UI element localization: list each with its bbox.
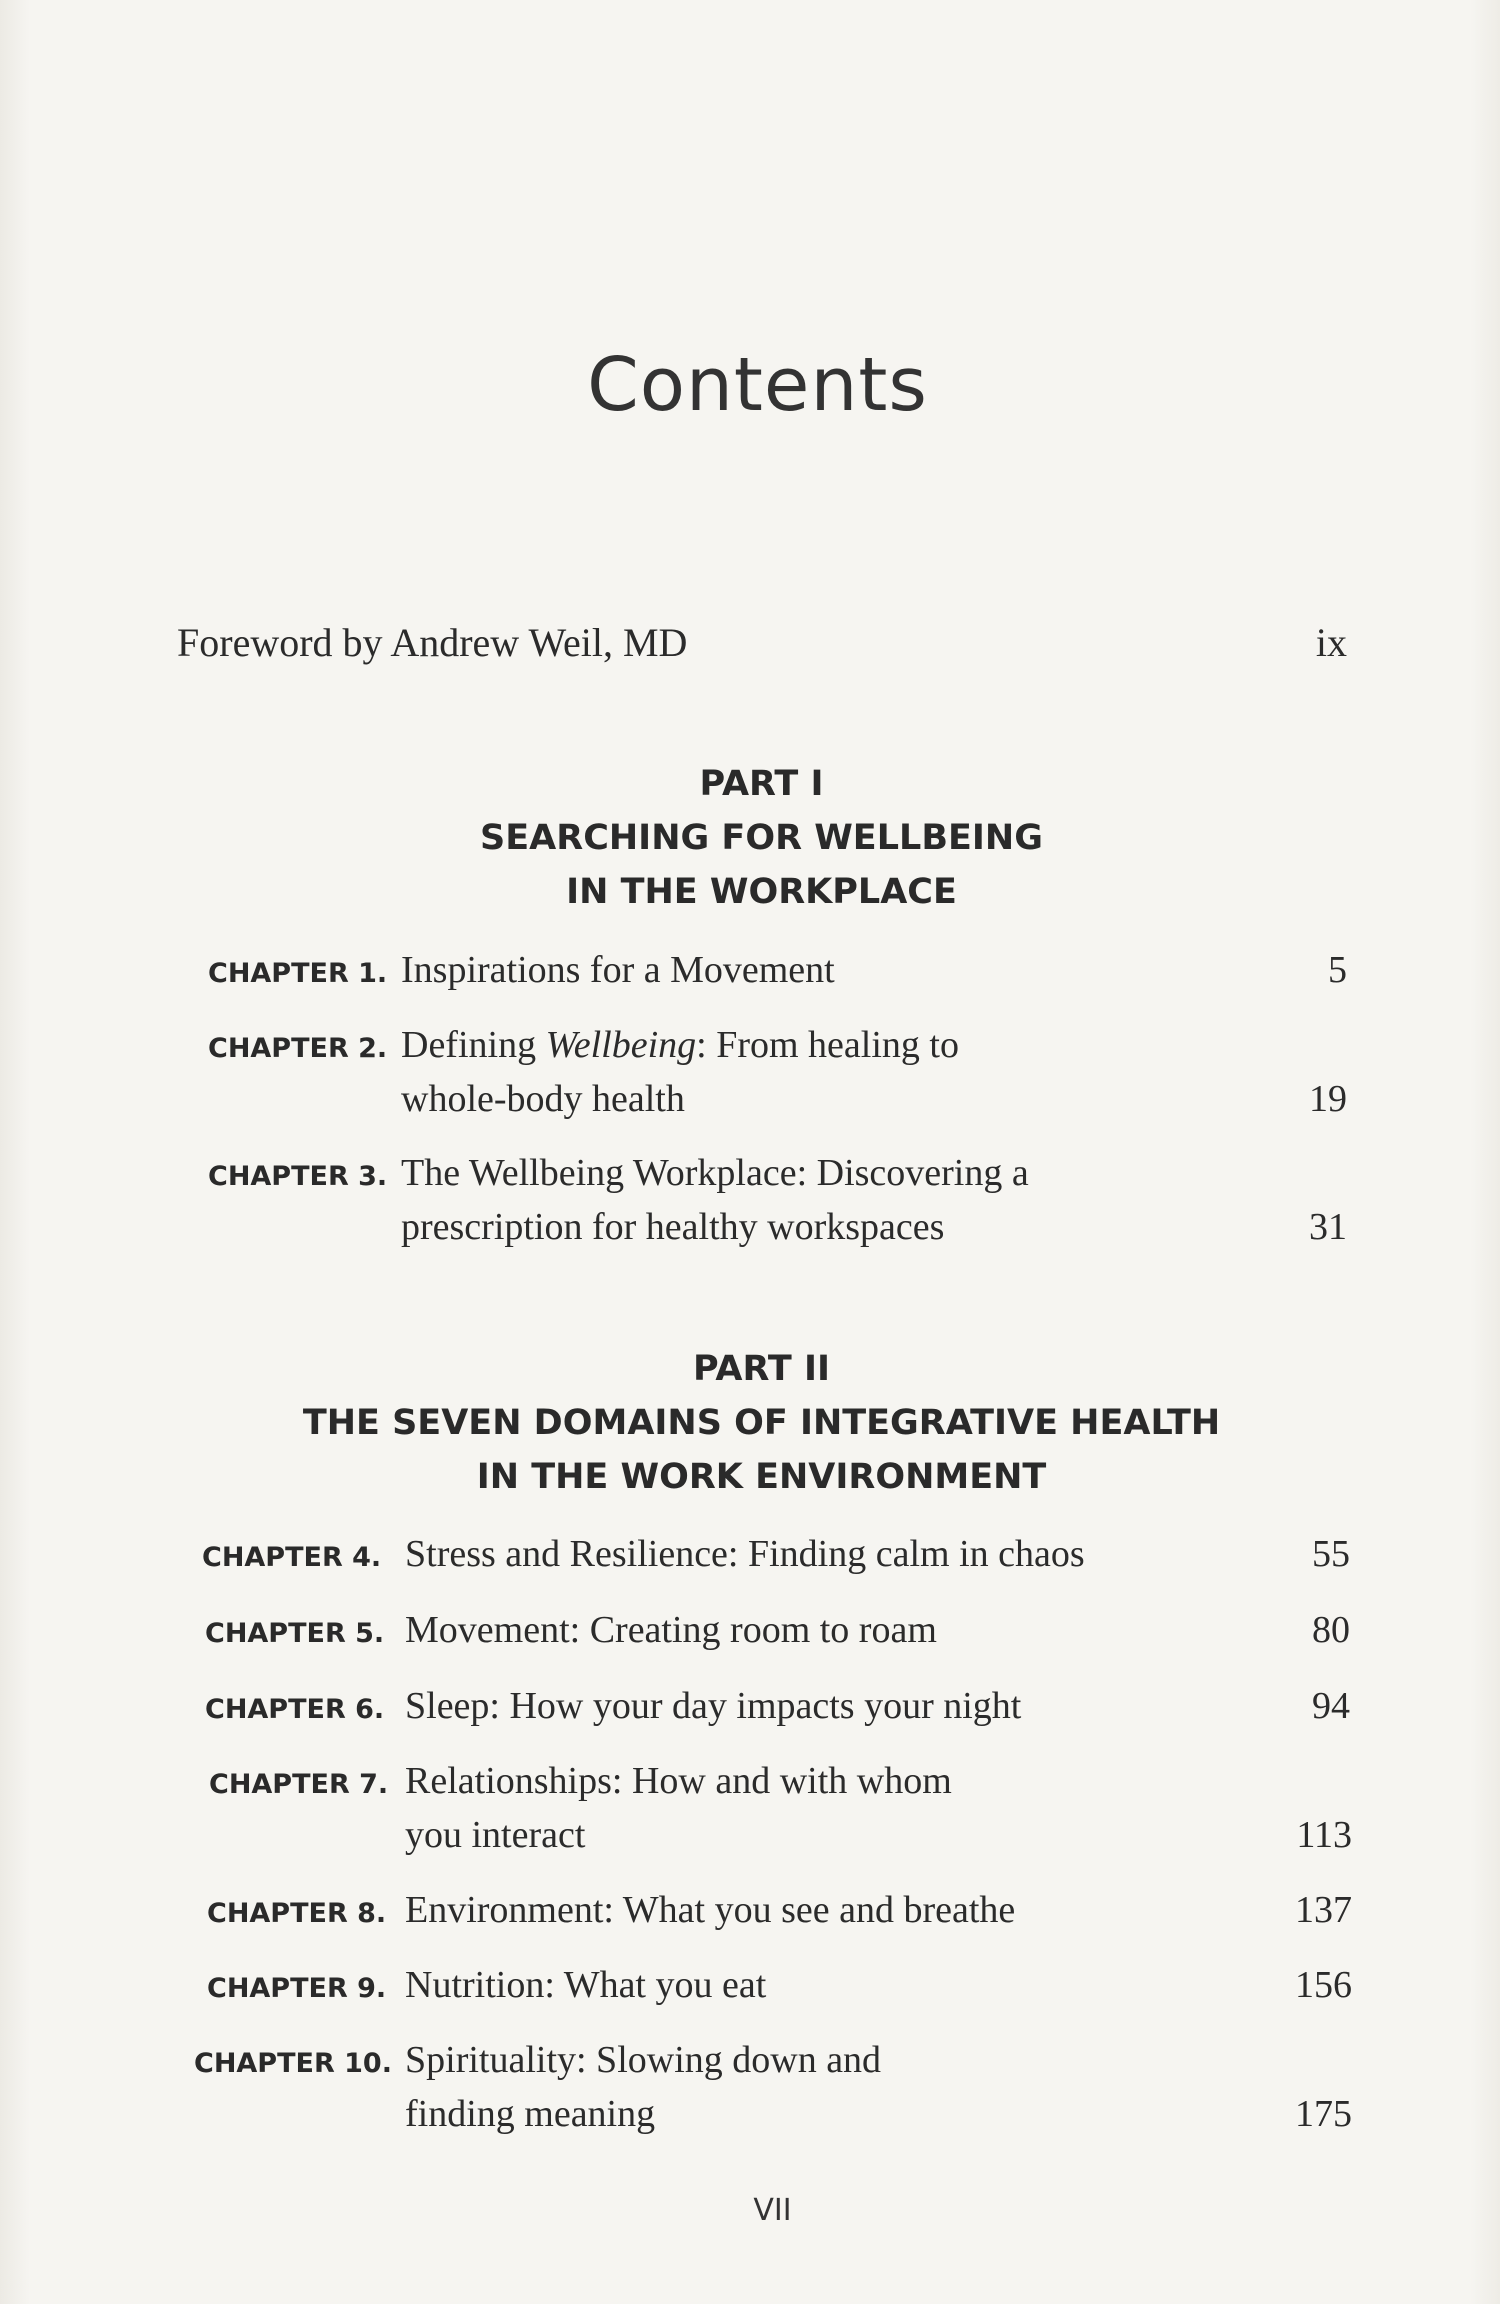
chapter-label: CHAPTER 5. bbox=[205, 1618, 385, 1649]
chapter-page-number: 113 bbox=[1296, 1814, 1352, 1856]
toc-entry-chapter-8[interactable] bbox=[0, 1888, 1500, 1944]
foreword-title: Foreword by Andrew Weil, MD bbox=[177, 620, 688, 665]
chapter-label: CHAPTER 6. bbox=[205, 1694, 385, 1725]
chapter-label: CHAPTER 10. bbox=[194, 2048, 392, 2079]
chapter-page-number: 80 bbox=[1312, 1609, 1350, 1651]
part-1-title-line-2: IN THE WORKPLACE bbox=[566, 872, 957, 912]
toc-entry-chapter-1[interactable] bbox=[0, 948, 1500, 1004]
chapter-title: Environment: What you see and breathe bbox=[405, 1889, 1016, 1931]
part-1-heading bbox=[0, 757, 1500, 919]
toc-entry-chapter-10[interactable] bbox=[0, 2038, 1500, 2148]
chapter-title-line-2: whole-body health bbox=[401, 1078, 685, 1120]
chapter-page-number: 31 bbox=[1309, 1206, 1347, 1248]
chapter-page-number: 55 bbox=[1312, 1533, 1350, 1575]
toc-entry-chapter-4[interactable] bbox=[0, 1532, 1500, 1588]
chapter-title-line-1: Spirituality: Slowing down and bbox=[405, 2039, 882, 2081]
chapter-label: CHAPTER 3. bbox=[208, 1161, 388, 1192]
toc-entry-chapter-7[interactable] bbox=[0, 1759, 1500, 1869]
page-folio: VII bbox=[753, 2193, 792, 2228]
chapter-label: CHAPTER 7. bbox=[209, 1769, 389, 1800]
chapter-page-number: 94 bbox=[1312, 1685, 1350, 1727]
chapter-title: Sleep: How your day impacts your night bbox=[405, 1685, 1022, 1727]
toc-entry-chapter-5[interactable] bbox=[0, 1608, 1500, 1664]
foreword-page-number: ix bbox=[1315, 620, 1347, 665]
chapter-title-line-2: prescription for healthy workspaces bbox=[401, 1206, 945, 1248]
chapter-label: CHAPTER 8. bbox=[207, 1898, 387, 1929]
toc-entry-chapter-6[interactable] bbox=[0, 1684, 1500, 1740]
chapter-title-line-2: you interact bbox=[405, 1814, 586, 1856]
chapter-2-title-prefix: Defining bbox=[401, 1024, 546, 1066]
chapter-title: Movement: Creating room to roam bbox=[405, 1609, 937, 1651]
chapter-2-title-suffix: : From healing to bbox=[696, 1024, 959, 1066]
page-title: Contents bbox=[587, 342, 928, 428]
chapter-page-number: 137 bbox=[1295, 1889, 1352, 1931]
chapter-page-number: 175 bbox=[1295, 2093, 1352, 2135]
part-2-heading bbox=[0, 1342, 1500, 1504]
chapter-title-line-2: finding meaning bbox=[405, 2093, 656, 2135]
chapter-title-line-1: Relationships: How and with whom bbox=[405, 1760, 952, 1802]
chapter-page-number: 156 bbox=[1295, 1964, 1352, 2006]
part-1-number: PART I bbox=[699, 764, 824, 804]
chapter-title-line-1 bbox=[401, 1023, 959, 1067]
part-2-title-line-2: IN THE WORK ENVIRONMENT bbox=[476, 1457, 1047, 1497]
chapter-label: CHAPTER 1. bbox=[208, 958, 388, 989]
chapter-title: Inspirations for a Movement bbox=[401, 949, 835, 991]
chapter-label: CHAPTER 4. bbox=[202, 1542, 382, 1573]
chapter-title: Nutrition: What you eat bbox=[405, 1964, 767, 2006]
chapter-2-italic-word: Wellbeing bbox=[545, 1024, 697, 1066]
chapter-page-number: 5 bbox=[1328, 949, 1347, 991]
chapter-title: Stress and Resilience: Finding calm in chaos bbox=[405, 1533, 1085, 1575]
toc-entry-chapter-2[interactable] bbox=[0, 1023, 1500, 1133]
toc-entry-chapter-9[interactable] bbox=[0, 1963, 1500, 2019]
chapter-page-number: 19 bbox=[1309, 1078, 1347, 1120]
part-1-title-line-1: SEARCHING FOR WELLBEING bbox=[480, 818, 1043, 858]
toc-entry-chapter-3[interactable] bbox=[0, 1151, 1500, 1261]
part-2-number: PART II bbox=[692, 1349, 830, 1389]
toc-entry-foreword[interactable] bbox=[177, 619, 1347, 675]
chapter-title-line-1: The Wellbeing Workplace: Discovering a bbox=[401, 1152, 1029, 1194]
chapter-label: CHAPTER 2. bbox=[208, 1033, 388, 1064]
part-2-title-line-1: THE SEVEN DOMAINS OF INTEGRATIVE HEALTH bbox=[302, 1403, 1221, 1443]
chapter-label: CHAPTER 9. bbox=[207, 1973, 387, 2004]
